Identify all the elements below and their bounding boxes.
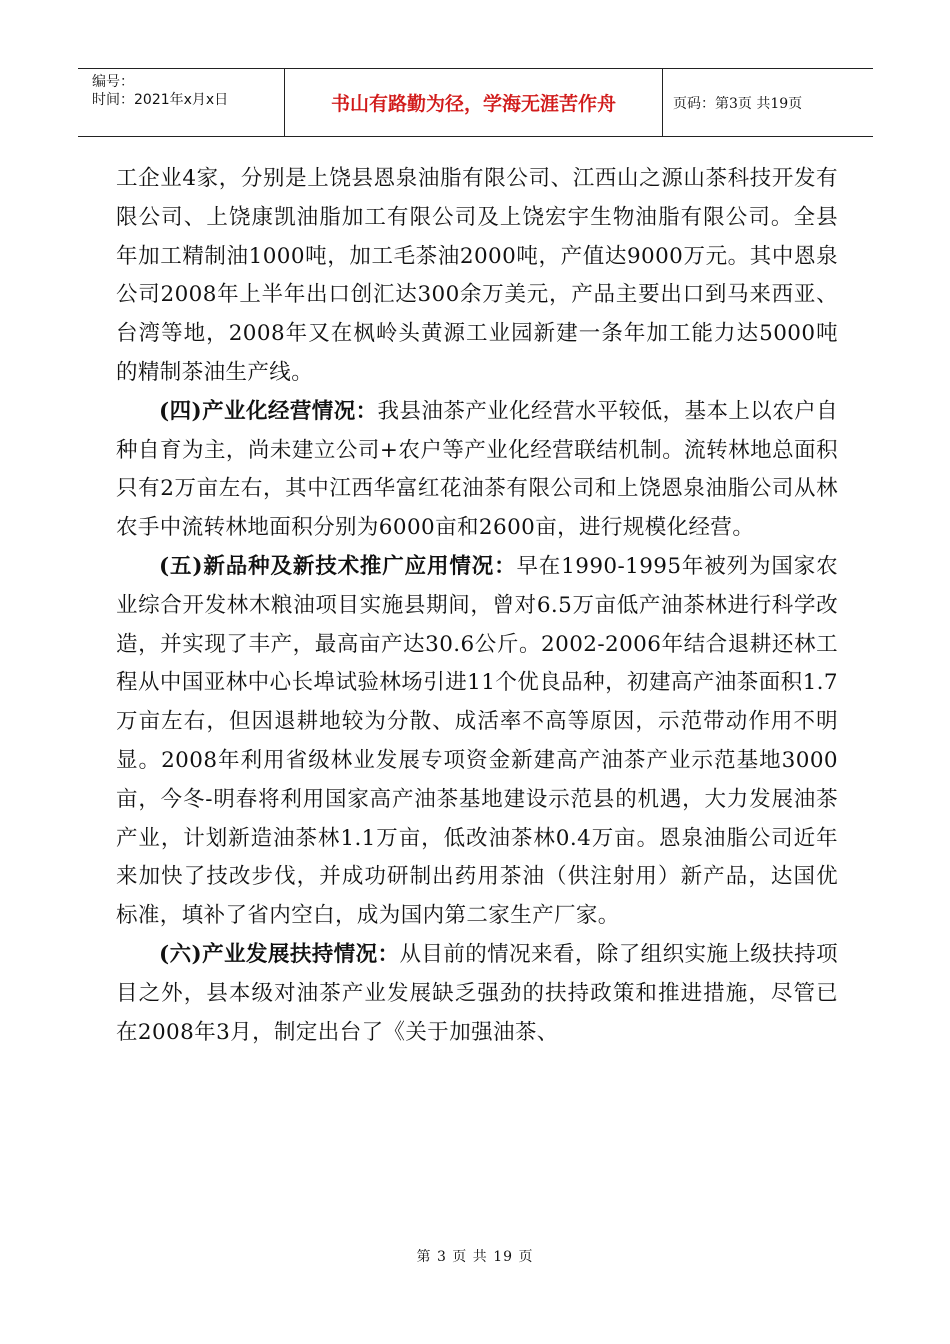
paragraph-support [116,936,838,1052]
header-motto: 书山有路勤为径，学海无涯苦作舟 [285,69,663,136]
paragraph-new-varieties [116,548,838,936]
paragraph-industrialization [116,393,838,548]
header-page-info: 页码：第3页 共19页 [673,95,803,112]
paragraph-continuation [116,160,838,393]
section-heading: (四)产业化经营情况： [159,398,378,424]
page-header [78,68,873,137]
document-body [116,160,838,1052]
document-number-label: 编号： [92,74,134,90]
paragraph-text: 工企业4家，分别是上饶县恩泉油脂有限公司、江西山之源山茶科技开发有限公司、上饶康凯油脂加工有限公司及上饶宏宇生物油脂有限公司。全县年加工精制油1000吨，加工毛茶油2000吨，产值达9000万元。其中恩泉公司2008年上半年出口创汇达300余万美元，产品主要出口到马来西亚、台湾等地，2008年又在枫岭头黄源工业园新建一条年加工能力达5000吨的精制茶油生产线。 [116,166,838,385]
header-meta [78,69,285,136]
section-heading: (五)新品种及新技术推广应用情况： [159,553,517,579]
page-footer: 第 3 页 共 19 页 [416,1249,534,1265]
section-heading: (六)产业发展扶持情况： [159,941,400,967]
paragraph-text: 我县油茶产业化经营水平较低，基本上以农户自种自育为主，尚未建立公司+农户等产业化经营联结机制。流转林地总面积只有2万亩左右，其中江西华富红花油茶有限公司和上饶恩泉油脂公司从林农手中流转林地面积分别为6000亩和2600亩，进行规模化经营。 [116,398,838,541]
document-time-label: 时间：2021年x月x日 [92,92,229,108]
paragraph-text: 早在1990-1995年被列为国家农业综合开发林木粮油项目实施县期间，曾对6.5万亩低产油茶林进行科学改造，并实现了丰产，最高亩产达30.6公斤。2002-2006年结合退耕还林工程从中国亚林中心长埠试验林场引进11个优良品种，初建高产油茶面积1.7万亩左右，但因退耕地较为分散、成活率不高等原因，示范带动作用不明显。2008年利用省级林业发展专项资金新建高产油茶产业示范基地3000亩，今冬-明春将利用国家高产油茶基地建设示范县的机遇，大力发展油茶产业，计划新造油茶林1.1万亩，低改油茶林0.4万亩。恩泉油脂公司近年来加快了技改步伐，并成功研制出药用茶油（供注射用）新产品，达国优标准，填补了省内空白，成为国内第二家生产厂家。 [116,553,838,929]
paragraph-text: 从目前的情况来看，除了组织实施上级扶持项目之外，县本级对油茶产业发展缺乏强劲的扶持政策和推进措施，尽管已在2008年3月，制定出台了《关于加强油茶、 [116,941,838,1045]
